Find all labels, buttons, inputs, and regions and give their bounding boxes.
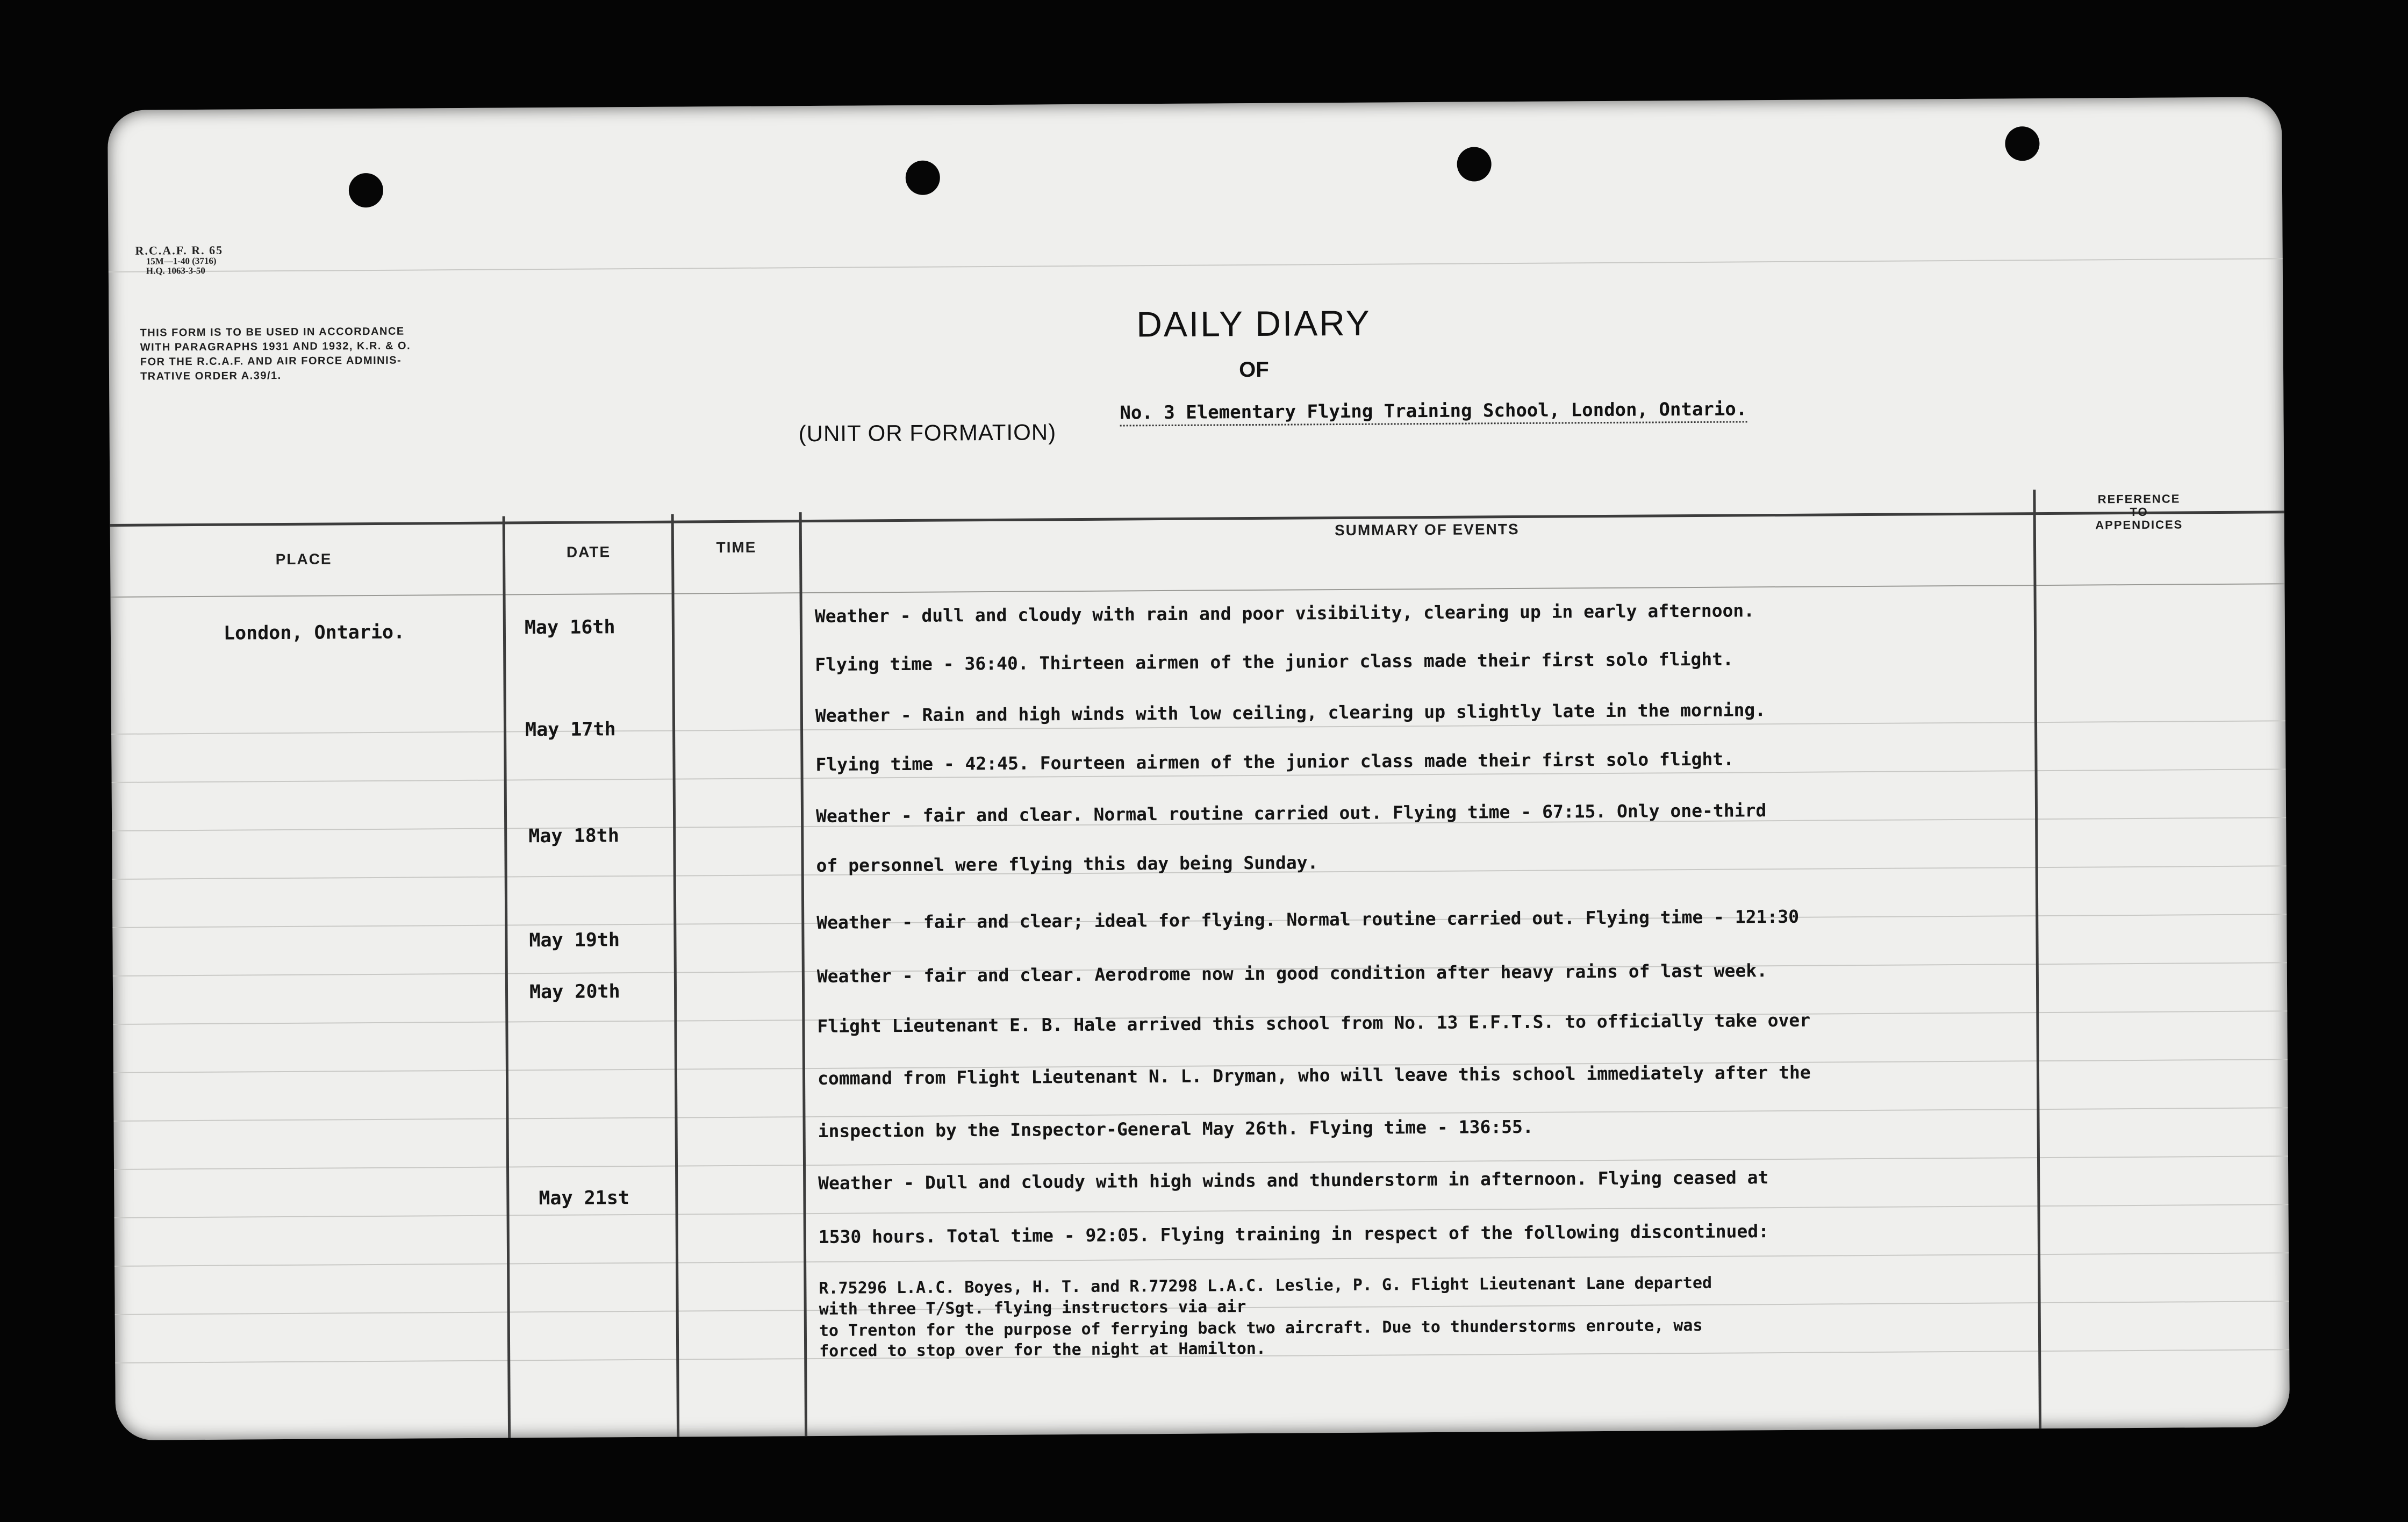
- event-line: 1530 hours. Total time - 92:05. Flying training in respect of the following discontinued:: [818, 1221, 1769, 1247]
- event-line: to Trenton for the purpose of ferrying back two aircraft. Due to thunderstorms enroute, was: [819, 1316, 1703, 1340]
- diary-card: [108, 97, 2290, 1440]
- instruction-line: THIS FORM IS TO BE USED IN ACCORDANCE: [140, 325, 405, 339]
- ruled-line: [114, 1155, 2288, 1170]
- reference-header-line: TO: [2130, 505, 2148, 519]
- punch-hole: [1457, 147, 1491, 181]
- of-label: OF: [1239, 357, 1269, 382]
- event-line: Weather - dull and cloudy with rain and poor visibility, clearing up in early afternoon.: [814, 600, 1755, 627]
- event-line: Weather - Dull and cloudy with high winds and thunderstorm in afternoon. Flying ceased at: [818, 1167, 1769, 1194]
- event-line: inspection by the Inspector-General May 26th. Flying time - 136:55.: [818, 1116, 1533, 1142]
- date-entry: May 16th: [524, 616, 615, 639]
- ruled-line: [114, 1204, 2289, 1218]
- date-entry: May 19th: [529, 929, 620, 952]
- column-header-reference: [2037, 492, 2241, 532]
- form-number-block: [135, 244, 224, 276]
- ruled-line: [109, 255, 2283, 272]
- hq-reference: H.Q. 1063-3-50: [146, 265, 205, 276]
- ruled-line: [114, 1252, 2289, 1267]
- event-line: Weather - fair and clear. Aerodrome now in good condition after heavy rains of last week.: [816, 960, 1768, 987]
- event-line: Weather - fair and clear. Normal routine carried out. Flying time - 67:15. Only one-third: [815, 800, 1767, 827]
- event-line: R.75296 L.A.C. Boyes, H. T. and R.77298 L.A.C. Leslie, P. G. Flight Lieutenant Lane departed: [819, 1273, 1712, 1298]
- column-divider: [2033, 490, 2041, 1428]
- form-instructions: [140, 324, 549, 384]
- unit-label: (UNIT OR FORMATION): [798, 419, 1057, 447]
- instruction-line: FOR THE R.C.A.F. AND AIR FORCE ADMINIS-: [140, 354, 402, 368]
- print-code: 15M—1-40 (3716): [146, 255, 217, 267]
- date-entry: May 18th: [528, 825, 619, 848]
- column-divider: [503, 516, 511, 1438]
- punch-hole: [2005, 126, 2039, 161]
- form-number: R.C.A.F. R. 65: [135, 243, 224, 257]
- instruction-line: WITH PARAGRAPHS 1931 AND 1932, K.R. & O.: [140, 340, 411, 354]
- punch-hole: [906, 161, 940, 195]
- date-entry: May 17th: [525, 719, 616, 741]
- event-line: Weather - Rain and high winds with low ceiling, clearing up slightly late in the morning.: [815, 699, 1766, 726]
- event-line: forced to stop over for the night at Hamilton.: [819, 1339, 1266, 1361]
- unit-value: No. 3 Elementary Flying Training School, London, Ontario.: [1120, 398, 1747, 426]
- event-line: of personnel were flying this day being Sunday.: [816, 852, 1318, 876]
- event-line: Flying time - 36:40. Thirteen airmen of the junior class made their first solo flight.: [815, 648, 1734, 675]
- column-header-date: DATE: [566, 543, 611, 561]
- header-bottom-rule: [111, 583, 2285, 598]
- column-divider: [671, 514, 679, 1437]
- event-line: Weather - fair and clear; ideal for flying. Normal routine carried out. Flying time - 121:30: [816, 906, 1800, 933]
- reference-header-line: REFERENCE: [2097, 492, 2181, 506]
- diary-title: DAILY DIARY: [1136, 303, 1371, 344]
- column-header-summary: SUMMARY OF EVENTS: [1334, 520, 1520, 539]
- event-line: Flight Lieutenant E. B. Hale arrived this school from No. 13 E.F.T.S. to officially take over: [817, 1009, 1811, 1037]
- place-entry: London, Ontario.: [223, 621, 405, 644]
- reference-header-line: APPENDICES: [2095, 518, 2183, 532]
- event-line: with three T/Sgt. flying instructors via air: [819, 1297, 1246, 1319]
- date-entry: May 21st: [539, 1187, 630, 1210]
- instruction-line: TRATIVE ORDER A.39/1.: [140, 370, 282, 383]
- column-header-place: PLACE: [275, 550, 332, 568]
- event-line: command from Flight Lieutenant N. L. Dryman, who will leave this school immediately after the: [817, 1061, 1811, 1089]
- punch-hole: [349, 173, 383, 207]
- column-header-time: TIME: [716, 539, 757, 556]
- date-entry: May 20th: [529, 981, 620, 1003]
- column-divider: [799, 512, 808, 1436]
- event-line: Flying time - 42:45. Fourteen airmen of the junior class made their first solo flight.: [815, 748, 1735, 775]
